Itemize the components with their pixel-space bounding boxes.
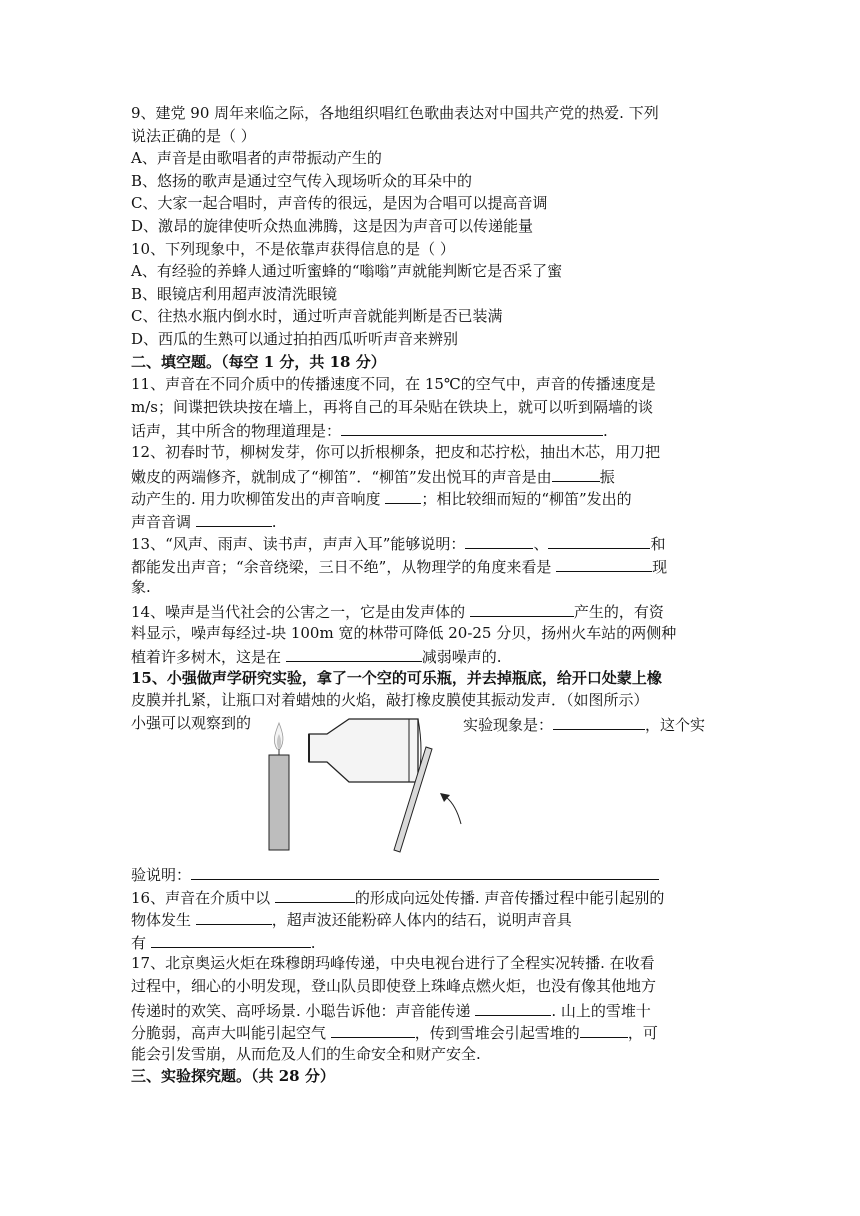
q17-blank-1[interactable] [475,998,551,1016]
q11-line3 [131,418,731,441]
q15-line1 [131,667,731,690]
section-3-heading: 三、实验探究题。（共 28 分） [131,1067,335,1086]
q10-option-c: C、往热水瓶内倒水时，通过听声音就能判断是否已装满 [131,307,503,326]
q12-blank-1[interactable] [552,464,600,482]
q10-stem: 10、下列现象中，不是依靠声获得信息的是（ ） [131,239,455,258]
candle-bottle-diagram [266,707,466,857]
q11-line2: m/s；间谍把铁块按在墙上，再将自己的耳朵贴在铁块上，就可以听到隔墙的谈 [131,397,653,416]
q17-text-c: 分脆弱，高声大叫能引起空气 [131,1024,327,1043]
q17-blank-2[interactable] [331,1020,415,1038]
q12-blank-2[interactable] [385,486,421,504]
q9-stem-line1: 9、建党 90 周年来临之际，各地组织唱红色歌曲表达对中国共产党的热爱. 下列 [131,104,659,122]
q14-text-a: 14、噪声是当代社会的公害之一，它是由发声体的 [131,603,466,622]
q17-text-b: . 山上的雪堆十 [551,1001,651,1020]
q17-text-e: ，可 [627,1024,658,1043]
q12-text-d: ；相比较细而短的“柳笛”发出的 [421,490,632,509]
candle-icon [269,723,289,850]
q14-blank-1[interactable] [470,599,574,617]
curved-arrow-icon [440,793,461,824]
q9-option-b: B、悠扬的歌声是通过空气传入现场听众的耳朵中的 [131,171,473,190]
q16-text-a: 16、声音在介质中以 [131,888,271,907]
q10-option-a: A、有经验的养蜂人通过听蜜蜂的“嗡嗡”声就能判断它是否采了蜜 [131,262,563,281]
q13-text-d: 现 [652,557,668,576]
q10-option-d: D、西瓜的生熟可以通过拍拍西瓜听听声音来辨别 [131,329,459,348]
q12-text-f: . [271,512,277,531]
q16-text-e: 有 [131,933,147,952]
q16-line3 [131,930,731,953]
question-content [131,102,731,1088]
q14-text-c: 植着许多树木，这是在 [131,648,282,667]
q12-text-b: 振 [599,467,615,486]
q11-text: 话声，其中所含的物理道理是： [131,422,342,441]
q10-option-b: B、眼镜店利用超声波清洗眼镜 [131,284,338,303]
q16-text-c: 物体发生 [131,911,192,930]
q12-line4 [131,509,731,532]
q17-blank-3[interactable] [580,1020,628,1038]
q16-text-d: ，超声波还能粉碎人体内的结石，说明声音具 [271,911,572,930]
q15-text-a: 实验现象是： [463,716,554,735]
bottle-icon [309,719,421,782]
q11-answer-blank[interactable] [341,418,603,436]
q12-blank-3[interactable] [196,509,272,527]
q15-text-c: 验说明： [131,866,192,885]
q11-line1: 11、声音在不同介质中的传播速度不同，在 15℃的空气中，声音的传播速度是 [131,375,656,394]
q9-stem-line2: 说法正确的是（ ） [131,126,256,145]
q13-line2 [131,554,731,577]
q15-text-b: ，这个实 [645,716,706,735]
q14-text-d: 减弱噪声的. [421,648,502,667]
q16-text-f: . [310,933,316,952]
q15-blank-1[interactable] [553,712,645,730]
q9-option-c: C、大家一起合唱时，声音传的很远，是因为合唱可以提高音调 [131,194,548,213]
q16-blank-2[interactable] [196,907,272,925]
q15-right-text [463,712,705,737]
q16-blank-3[interactable] [151,930,311,948]
q12-text-a: 嫩皮的两端修齐，就制成了“柳笛”．“柳笛”发出悦耳的声音是由 [131,467,552,486]
q15-number-text: 15、小强做声学研究实验，拿了一个空的可乐瓶，并去掉瓶底，给开口处蒙上橡 [131,668,662,687]
q17-line3 [131,998,731,1021]
q17-line1: 17、北京奥运火炬在珠穆朗玛峰传递，中央电视台进行了全程实况转播. 在收看 [131,954,655,973]
q13-comma: 、 [533,535,549,554]
q14-blank-2[interactable] [286,644,422,662]
q17-line2: 过程中，细心的小明发现，登山队员即使登上珠峰点燃火炬，也没有像其他地方 [131,977,657,995]
q14-line1 [131,599,731,622]
q17-text-d: ，传到雪堆会引起雪堆的 [414,1024,580,1043]
q16-line1 [131,885,731,908]
q15-figure-row [131,712,731,862]
q13-text-c: 都能发出声音；“余音绕梁，三日不绝”，从物理学的角度来看是 [131,557,552,576]
q12-text-c: 动产生的. 用力吹柳笛发出的声音响度 [131,490,381,509]
q17-text-a: 传递时的欢笑、高呼场景. 小聪告诉他：声音能传递 [131,1001,471,1020]
q14-line3 [131,644,731,667]
q16-line2 [131,907,731,930]
q15-line2: 皮膜并扎紧，让瓶口对着蜡烛的火焰，敲打橡皮膜使其振动发声．（如图所示） [131,691,649,710]
q13-text-b: 和 [650,535,666,554]
q13-line3: 象. [131,578,151,597]
q9-option-a: A、声音是由歌唱者的声带振动产生的 [131,149,382,168]
q15-left-text: 小强可以观察到的 [131,714,252,733]
q13-blank-1[interactable] [465,531,533,549]
q13-line1 [131,531,731,554]
q17-line5: 能会引发雪崩，从而危及人们的生命安全和财产安全. [131,1044,481,1063]
q12-line2 [131,464,731,487]
q13-text-a: 13、“风声、雨声、读书声，声声入耳”能够说明： [131,535,466,554]
q9-option-d: D、激昂的旋律使听众热血沸腾，这是因为声音可以传递能量 [131,216,534,235]
q11-period: . [603,422,608,441]
q12-text-e: 声音音调 [131,512,192,531]
q15-line4 [131,862,731,885]
section-2-heading: 二、填空题。（每空 1 分，共 18 分） [131,352,386,371]
q14-text-b: 产生的，有资 [573,603,664,622]
q13-blank-3[interactable] [556,554,652,572]
q17-line4 [131,1020,731,1043]
q12-line3 [131,486,731,509]
q14-line2: 料显示，噪声每经过-块 100m 宽的林带可降低 20-25 分贝，扬州火车站的两侧种 [131,623,677,642]
q12-line1: 12、初春时节，柳树发芽，你可以折根柳条，把皮和芯拧松，抽出木芯，用刀把 [131,442,661,461]
q15-blank-2[interactable] [191,862,659,880]
q16-blank-1[interactable] [275,885,355,903]
q16-text-b: 的形成向远处传播. 声音传播过程中能引起别的 [354,888,665,907]
q13-blank-2[interactable] [548,531,650,549]
